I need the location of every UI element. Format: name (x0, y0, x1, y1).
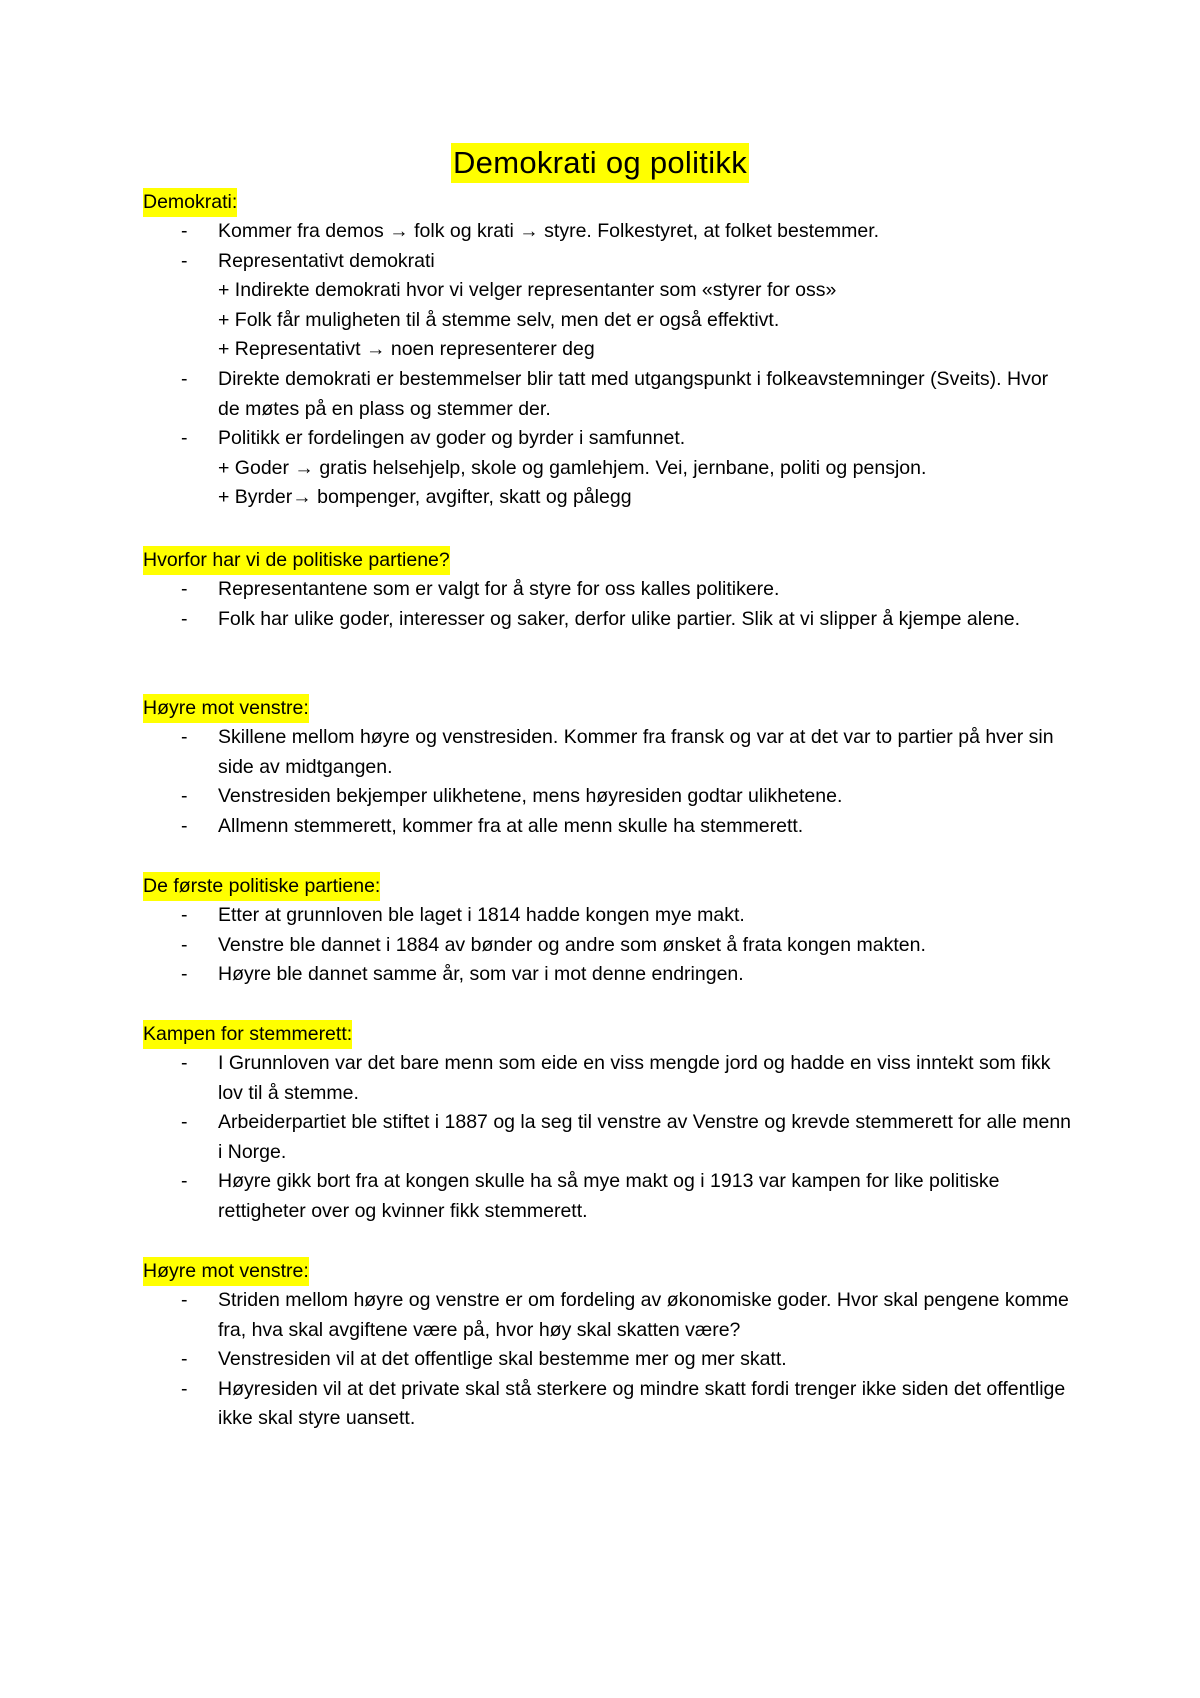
section-heading: De første politiske partiene: (143, 872, 380, 901)
dash-bullet: - (181, 1289, 188, 1311)
list-item (143, 1345, 1073, 1375)
list-item (143, 931, 1073, 961)
dash-bullet: - (181, 963, 188, 986)
list-item (143, 575, 1073, 605)
item-text: Arbeiderpartiet ble stiftet i 1887 og la seg til venstre av Venstre og krevde stemmerett for alle menn i Norge. (218, 1111, 1072, 1163)
section-hoyre-venstre-1 (143, 694, 1073, 841)
list-item (143, 812, 1073, 842)
item-text: Representativt demokrati (218, 249, 435, 272)
dash-bullet: - (181, 427, 188, 450)
item-text: Høyre ble dannet samme år, som var i mot denne endringen. (218, 963, 744, 986)
item-text: Kommer fra demos → folk og krati → styre. Folkestyret, at folket bestemmer. (218, 220, 880, 242)
list-item (143, 365, 1073, 424)
sub-point: + Indirekte demokrati hvor vi velger representanter som «styrer for oss» (218, 279, 837, 302)
section-hoyre-venstre-2 (143, 1257, 1073, 1434)
list-item (143, 1108, 1073, 1167)
dash-bullet: - (181, 1377, 188, 1400)
page-title: Demokrati og politikk (451, 143, 749, 183)
list-item (143, 1167, 1073, 1226)
dash-bullet: - (181, 367, 188, 390)
item-text: Folk har ulike goder, interesser og saker, derfor ulike partier. Slik at vi slipper å kjempe alene. (218, 607, 1021, 630)
section-heading: Demokrati: (143, 188, 237, 217)
item-text: Venstresiden vil at det offentlige skal bestemme mer og mer skatt. (218, 1348, 787, 1371)
item-text: I Grunnloven var det bare menn som eide en viss mengde jord og hadde en viss inntekt som fikk lov til å stemme. (218, 1052, 1051, 1104)
section-heading: Kampen for stemmerett: (143, 1020, 352, 1049)
list-item (143, 247, 1073, 365)
list-item (143, 782, 1073, 812)
item-text: Striden mellom høyre og venstre er om fordeling av økonomiske goder. Hvor skal pengene komme fra, hva skal avgiftene være på, hvor høy skal skatten være? (218, 1289, 1069, 1341)
list-item (143, 1049, 1073, 1108)
list-item (143, 1286, 1073, 1345)
bullet-list (143, 1049, 1073, 1227)
dash-bullet: - (181, 249, 188, 272)
list-item (143, 723, 1073, 782)
item-text: Venstresiden bekjemper ulikhetene, mens høyresiden godtar ulikhetene. (218, 785, 843, 808)
list-item (143, 217, 1073, 247)
list-item (143, 960, 1073, 990)
bullet-list (143, 901, 1073, 990)
sub-point: + Representativt → noen representerer deg (218, 338, 595, 361)
item-text: Høyresiden vil at det private skal stå sterkere og mindre skatt fordi trenger ikke siden det offentlige ikke skal styre uansett. (218, 1377, 1066, 1430)
section-heading: Høyre mot venstre: (143, 694, 309, 723)
dash-bullet: - (181, 1052, 188, 1074)
item-text: Skillene mellom høyre og venstresiden. Kommer fra fransk og var at det var to partier på hver sin side av midtgangen. (218, 726, 1054, 778)
dash-bullet: - (181, 578, 188, 600)
section-demokrati (143, 188, 1073, 513)
item-text: Direkte demokrati er bestemmelser blir tatt med utgangspunkt i folkeavstemninger (Sveits). Hvor de møtes på en plass og stemmer der. (218, 367, 1049, 420)
bullet-list (143, 217, 1073, 513)
dash-bullet: - (181, 933, 188, 956)
dash-bullet: - (181, 785, 188, 808)
item-text: Representantene som er valgt for å styre for oss kalles politikere. (218, 578, 780, 600)
dash-bullet: - (181, 1111, 188, 1134)
dash-bullet: - (181, 1348, 188, 1371)
list-item (143, 901, 1073, 931)
item-text: Allmenn stemmerett, kommer fra at alle menn skulle ha stemmerett. (218, 814, 804, 837)
sub-point: + Goder → gratis helsehjelp, skole og gamlehjem. Vei, jernbane, politi og pensjon. (218, 456, 927, 479)
sub-point: + Byrder→ bompenger, avgifter, skatt og pålegg (218, 486, 632, 509)
dash-bullet: - (181, 1170, 188, 1193)
section-partiene (143, 546, 1073, 634)
title-wrap (0, 143, 1200, 183)
item-text: Etter at grunnloven ble laget i 1814 hadde kongen mye makt. (218, 904, 745, 926)
bullet-list (143, 723, 1073, 841)
list-item (143, 605, 1073, 635)
item-text: Høyre gikk bort fra at kongen skulle ha så mye makt og i 1913 var kampen for like politiske rettigheter over og kvinner fikk stemmerett. (218, 1170, 1000, 1222)
item-text: Politikk er fordelingen av goder og byrder i samfunnet. (218, 427, 686, 450)
dash-bullet: - (181, 904, 188, 926)
item-text: Venstre ble dannet i 1884 av bønder og andre som ønsket å frata kongen makten. (218, 933, 926, 956)
section-heading: Hvorfor har vi de politiske partiene? (143, 546, 450, 575)
section-heading: Høyre mot venstre: (143, 1257, 309, 1286)
dash-bullet: - (181, 220, 188, 242)
list-item (143, 424, 1073, 513)
list-item (143, 1375, 1073, 1434)
dash-bullet: - (181, 607, 188, 630)
bullet-list (143, 1286, 1073, 1434)
bullet-list (143, 575, 1073, 634)
sub-point: + Folk får muligheten til å stemme selv, men det er også effektivt. (218, 308, 780, 331)
section-stemmerett (143, 1020, 1073, 1227)
dash-bullet: - (181, 814, 188, 837)
section-forste-partiene (143, 872, 1073, 990)
dash-bullet: - (181, 726, 188, 748)
